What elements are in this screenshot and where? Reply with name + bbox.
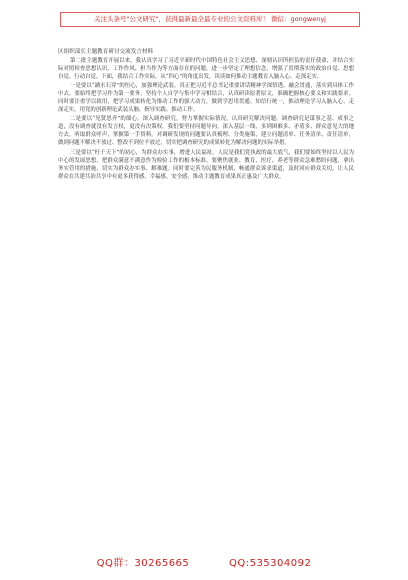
paragraph-point-3: 三是要以“枉千天下”的初心，为群众办实事，增进人民福祉。人民是我们党执政的最大底气，我们要始终坚持以人民为中心的发展思想，把群众满意不满意作为检验工作的根本标准。要聚焦就业、教育、医疗、养老等群众急难愁盼问题，拿出务实管用的措施，切实为群众办实事、解难题。同时要完善为民服务机制，畅通群众诉求渠道，及时回应群众关切，让人民群众在共建共治共享中有更多获得感、幸福感、安全感，推动主题教育成果真正惠及广大群众。 [58,149,354,180]
document-body [58,48,354,182]
header-banner: 关注头条号"公文研究"，获得最新最全最专业的公文资料库！ 微信：gongwenyj [60,12,360,27]
paragraph-point-2: 二是要以“见贤思齐”的细心，深入调查研究。努力掌握实际情况，认真研究解决问题。调查研究是谋事之基、成事之道，没有调查就没有发言权，更没有决策权。我们要坚持问题导向，深入基层一线，多到困难多、矛盾多、群众意见大的地方去，听取群众呼声，掌握第一手资料。对调研发现的问题要认真梳理、分类施策，建立问题清单、任务清单、责任清单，做到问题不解决不放过、整改不到位不放过，切实把调查研究的成果转化为解决问题的实际举措。 [58,116,354,147]
paragraph-intro: 第二批主题教育开展以来，我认真学习了习近平新时代中国特色社会主义思想、深刻认识所担负的责任使命，并结合实际对照检查思想认识、工作作风、担当作为等方面存在的问题，进一步坚定了理想信念，增强了贯彻落实的政治自觉、思想自觉、行动自觉。下面，我结合工作实际，从“四心”的角度出发，谈谈如何推动主题教育入脑入心、走深走实。 [58,58,354,81]
footer-qq: QQ:535304092 [228,558,312,569]
footer-qq-group: QQ群：30265665 [96,558,190,569]
paragraph-point-1: 一是要以“涵水石穿”的恒心，加强理论武装。真正把习近平总书记重要讲话精神学深悟透、融会贯通，落实到具体工作中去。要始终把学习作为第一要务，坚持个人自学与集中学习相结合，认真研读原著原文，准确把握核心要义和实践要求。同时要注重学以致用，把学习成果转化为推动工作的强大动力，做到学思用贯通、知信行统一，推动理论学习入脑入心、走深走实，用党的创新理论武装头脑、指导实践、推动工作。 [58,83,354,114]
footer-contact [0,554,408,569]
document-title: 区组织部长主题教育研讨交流发言材料 [58,49,154,55]
